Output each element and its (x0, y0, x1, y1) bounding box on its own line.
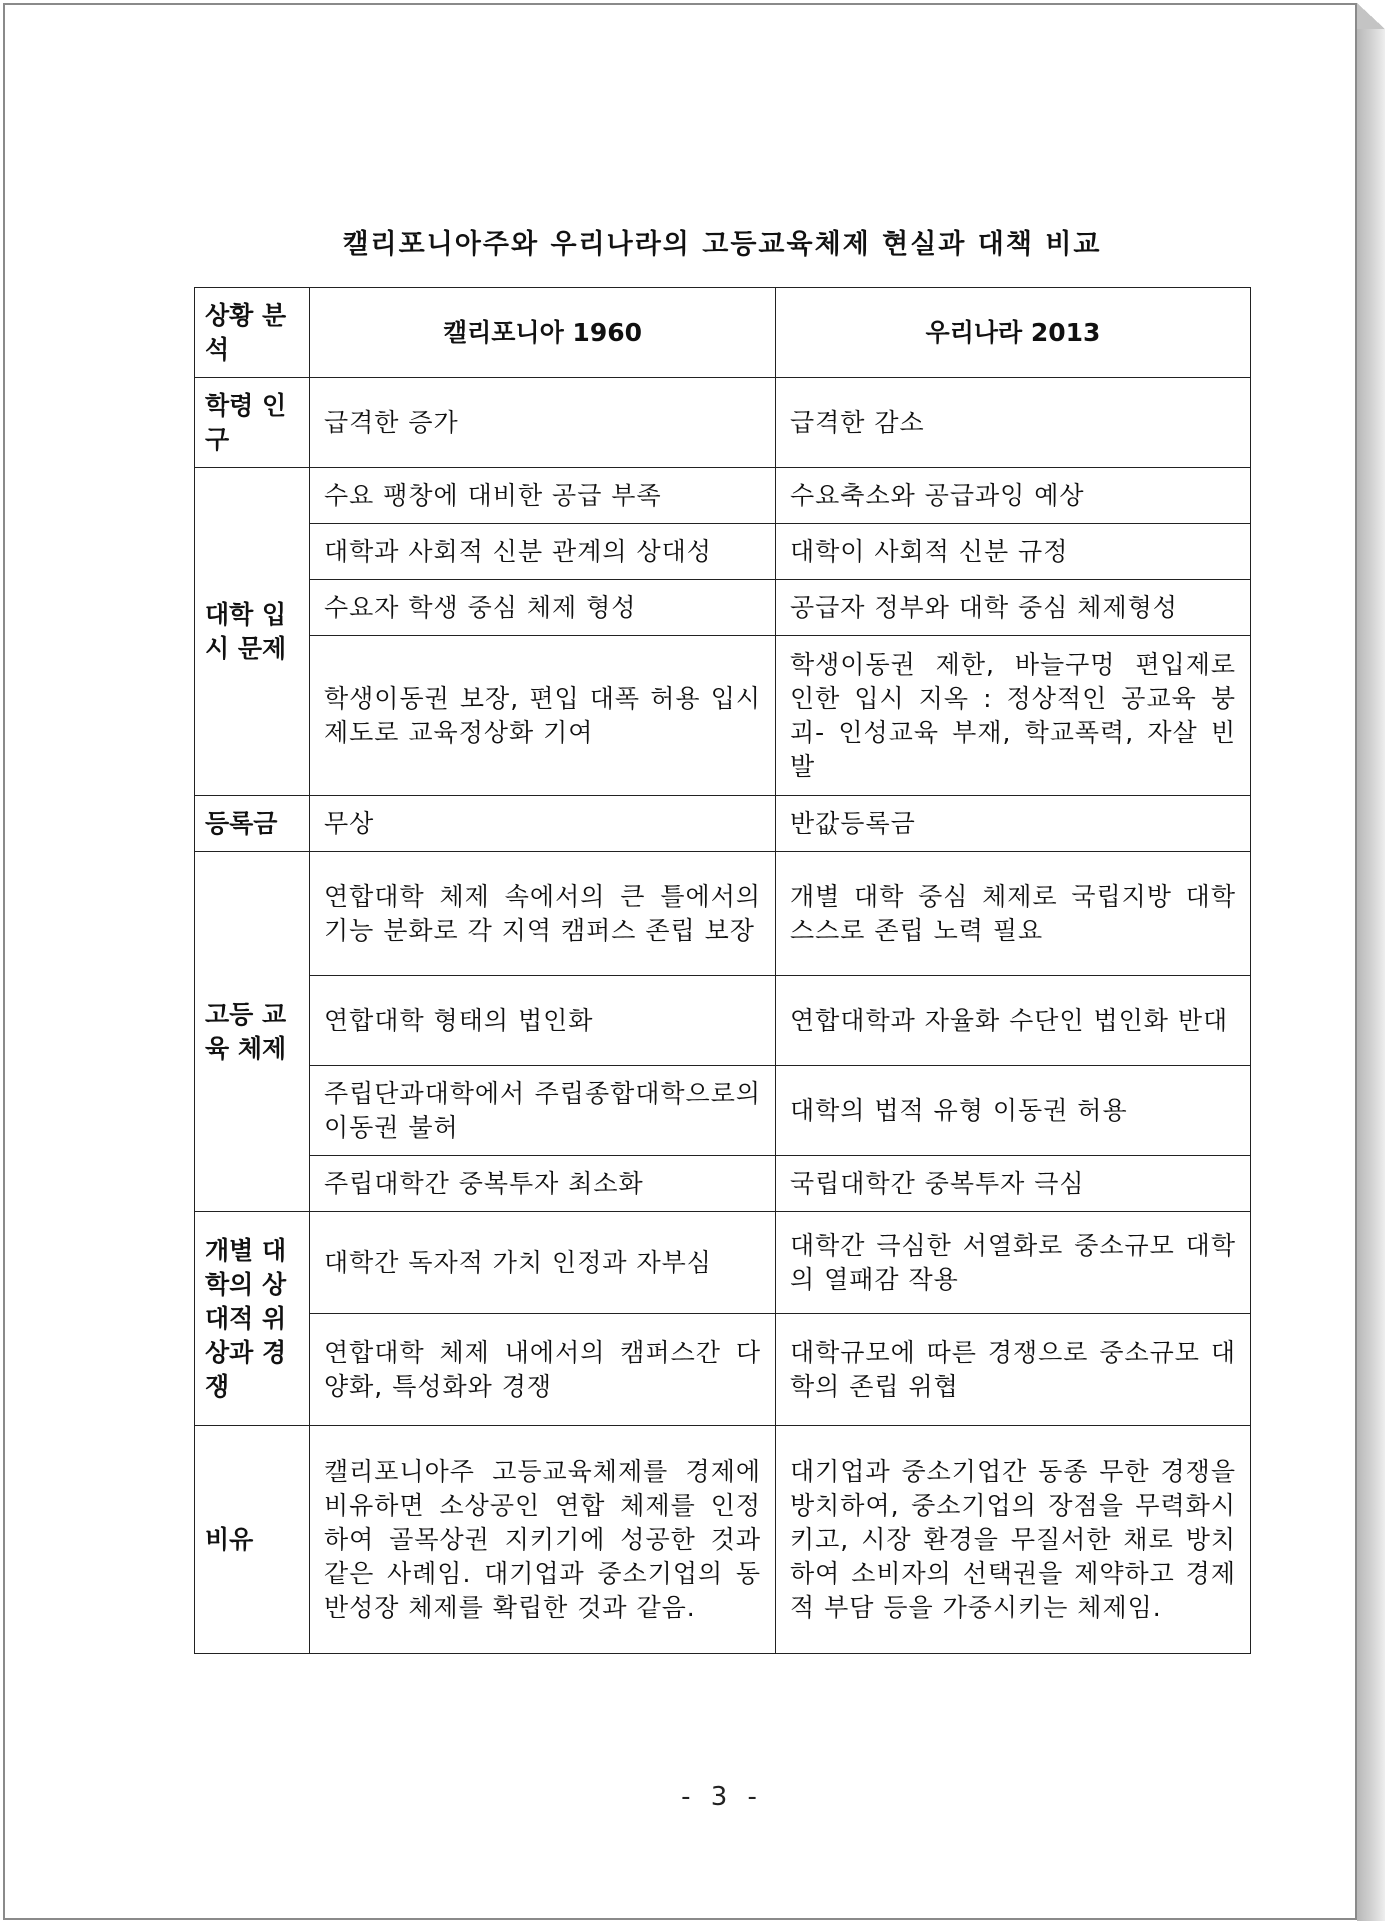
cell-california: 연합대학 형태의 법인화 (310, 976, 776, 1066)
cell-california: 무상 (310, 796, 776, 852)
cell-korea: 대학간 극심한 서열화로 중소규모 대학의 열패감 작용 (776, 1212, 1251, 1314)
table-row (195, 1066, 1251, 1156)
cell-korea: 급격한 감소 (776, 378, 1251, 468)
header-situation-analysis: 상황 분석 (195, 288, 310, 378)
cell-korea: 대기업과 중소기업간 동종 무한 경쟁을 방치하여, 중소기업의 장점을 무력화시키고, 시장 환경을 무질서한 채로 방치하여 소비자의 선택권을 제약하고 경제적 부담 등을 가중시키는 체제임. (776, 1426, 1251, 1654)
document-title: 캘리포니아주와 우리나라의 고등교육체제 현실과 대책 비교 (342, 229, 1102, 260)
cell-california: 수요 팽창에 대비한 공급 부족 (310, 468, 776, 524)
cell-california: 수요자 학생 중심 체제 형성 (310, 580, 776, 636)
row-category: 학령 인구 (195, 378, 310, 468)
cell-korea: 대학이 사회적 신분 규정 (776, 524, 1251, 580)
cell-korea: 대학규모에 따른 경쟁으로 중소규모 대학의 존립 위협 (776, 1314, 1251, 1426)
cell-korea: 학생이동권 제한, 바늘구멍 편입제로 인한 입시 지옥 : 정상적인 공교육 붕괴- 인성교육 부재, 학교폭력, 자살 빈발 (776, 636, 1251, 796)
cell-california: 대학과 사회적 신분 관계의 상대성 (310, 524, 776, 580)
cell-korea: 수요축소와 공급과잉 예상 (776, 468, 1251, 524)
cell-california: 캘리포니아주 고등교육체제를 경제에 비유하면 소상공인 연합 체제를 인정하여 골목상권 지키기에 성공한 것과 같은 사례임. 대기업과 중소기업의 동반성장 체제를 확립한 것과 같음. (310, 1426, 776, 1654)
cell-california: 연합대학 체제 내에서의 캠퍼스간 다양화, 특성화와 경쟁 (310, 1314, 776, 1426)
row-category: 대학 입시 문제 (195, 468, 310, 796)
cell-california: 주립대학간 중복투자 최소화 (310, 1156, 776, 1212)
table-row (195, 852, 1251, 976)
table-header-row (195, 288, 1251, 378)
cell-korea: 반값등록금 (776, 796, 1251, 852)
row-category: 고등 교육 체제 (195, 852, 310, 1212)
cell-korea: 개별 대학 중심 체제로 국립지방 대학 스스로 존립 노력 필요 (776, 852, 1251, 976)
table-row (195, 976, 1251, 1066)
cell-california: 학생이동권 보장, 편입 대폭 허용 입시 제도로 교육정상화 기여 (310, 636, 776, 796)
table-row (195, 580, 1251, 636)
table-row (195, 1212, 1251, 1314)
row-category: 등록금 (195, 796, 310, 852)
row-category: 개별 대학의 상대적 위상과 경쟁 (195, 1212, 310, 1426)
comparison-table (194, 287, 1251, 1654)
page-number: - 3 - (681, 1782, 763, 1812)
header-korea: 우리나라 2013 (776, 288, 1251, 378)
table-row (195, 1426, 1251, 1654)
row-category: 비유 (195, 1426, 310, 1654)
table-row (195, 796, 1251, 852)
cell-korea: 대학의 법적 유형 이동권 허용 (776, 1066, 1251, 1156)
table-row (195, 378, 1251, 468)
page-shadow (1357, 28, 1385, 1921)
header-california: 캘리포니아 1960 (310, 288, 776, 378)
table-row (195, 468, 1251, 524)
cell-korea: 공급자 정부와 대학 중심 체제형성 (776, 580, 1251, 636)
table-row (195, 524, 1251, 580)
cell-korea: 연합대학과 자율화 수단인 법인화 반대 (776, 976, 1251, 1066)
table-row (195, 1156, 1251, 1212)
cell-california: 급격한 증가 (310, 378, 776, 468)
cell-korea: 국립대학간 중복투자 극심 (776, 1156, 1251, 1212)
cell-california: 연합대학 체제 속에서의 큰 틀에서의 기능 분화로 각 지역 캠퍼스 존립 보장 (310, 852, 776, 976)
cell-california: 주립단과대학에서 주립종합대학으로의 이동권 불허 (310, 1066, 776, 1156)
table-row (195, 1314, 1251, 1426)
page-fold-corner (1357, 3, 1385, 29)
cell-california: 대학간 독자적 가치 인정과 자부심 (310, 1212, 776, 1314)
table-row (195, 636, 1251, 796)
